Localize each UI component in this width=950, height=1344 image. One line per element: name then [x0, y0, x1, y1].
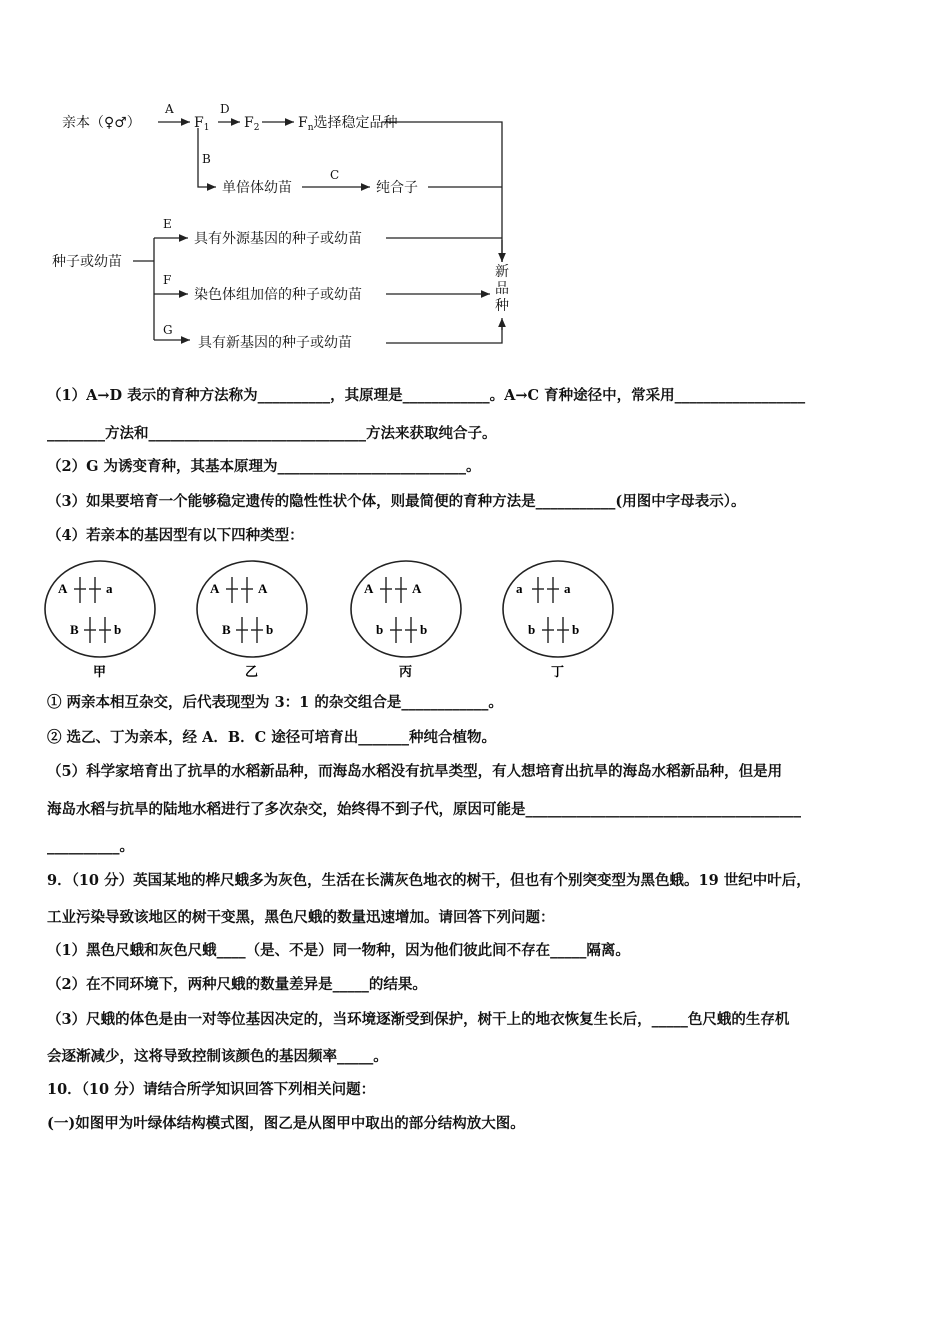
yi-top-left-allele: A [210, 581, 220, 596]
bing-bottom-left-allele: b [376, 622, 384, 637]
arrow-label-f: F [163, 273, 172, 287]
jia-top-left-allele: A [58, 581, 68, 596]
cell-ding [503, 561, 613, 657]
bing-top-right-allele: A [412, 581, 422, 596]
doubled-chromosome-label: 染色体组加倍的种子或幼苗 [194, 287, 362, 303]
q9-sub1: （1）黑色尺蛾和灰色尺蛾____（是、不是）同一物种，因为他们彼此间不存在_____隔离。 [47, 942, 630, 959]
jia-bottom-left-allele: B [70, 622, 79, 637]
ding-bottom-right-allele: b [572, 622, 580, 637]
ding-top-right-allele: a [564, 581, 571, 596]
jia-bottom-right-allele: b [114, 622, 122, 637]
parent-label: 亲本（♀♂） [62, 115, 141, 131]
arrow-label-e: E [163, 217, 172, 231]
cell-name-ding: 丁 [551, 665, 565, 680]
q10-line1: 10．（10 分）请结合所学知识回答下列相关问题： [47, 1081, 376, 1098]
yi-bottom-left-allele: B [222, 622, 231, 637]
q5-line1: （5）科学家培育出了抗旱的水稻新品种，而海岛水稻没有抗旱类型，有人想培育出抗旱的海岛水稻新品种，但是用 [47, 763, 783, 780]
cell-yi [197, 561, 307, 657]
yi-bottom-right-allele: b [266, 622, 274, 637]
pure-line-label: 纯合子 [376, 180, 418, 196]
q4-text: （4）若亲本的基因型有以下四种类型： [47, 527, 304, 544]
q5-line2: 海岛水稻与抗旱的陆地水稻进行了多次杂交，始终得不到子代，原因可能是______________________________________ [47, 801, 801, 818]
exogenous-gene-label: 具有外源基因的种子或幼苗 [194, 231, 362, 247]
genotype-cells [0, 556, 950, 696]
breeding-diagram [0, 0, 950, 360]
q2-text: （2）G 为诱变育种，其基本原理为__________________________。 [47, 458, 481, 475]
ding-top-left-allele: a [516, 581, 523, 596]
q10-line2: (一)如图甲为叶绿体结构模式图，图乙是从图甲中取出的部分结构放大图。 [47, 1115, 525, 1132]
q9-line1: 9．（10 分）英国某地的桦尺蛾多为灰色，生活在长满灰色地衣的树干，但也有个别突变型为黑色蛾。19 世纪中叶后， [47, 872, 811, 889]
seed-label: 种子或幼苗 [52, 254, 122, 270]
new-variety-char-2: 品 [495, 281, 509, 297]
haploid-label: 单倍体幼苗 [222, 180, 292, 196]
bing-bottom-right-allele: b [420, 622, 428, 637]
arrow-label-b: B [202, 152, 211, 166]
f1-label: $F_1$ [194, 115, 210, 133]
q1-line2: ________方法和______________________________方法来获取纯合子。 [47, 425, 497, 442]
arrow-label-c: C [330, 168, 340, 182]
arrow-label-d: D [220, 102, 230, 116]
bing-top-left-allele: A [364, 581, 374, 596]
q9-line2: 工业污染导致该地区的树干变黑，黑色尺蛾的数量迅速增加。请回答下列问题： [47, 909, 555, 926]
new-variety-char-3: 种 [495, 298, 509, 314]
q1-line1: （1）A→D 表示的育种方法称为__________，其原理是____________。A→C 育种途径中，常采用__________________ [47, 387, 806, 404]
cell-name-bing: 丙 [399, 665, 413, 680]
fn-label: $F_n$选择稳定品种 [298, 115, 398, 133]
q3-text: （3）如果要培育一个能够稳定遗传的隐性性状个体，则最简便的育种方法是___________(用图中字母表示）。 [47, 493, 746, 510]
q9-sub3-line2: 会逐渐减少，这将导致控制该颜色的基因频率_____。 [47, 1048, 388, 1065]
new-variety-char-1: 新 [495, 264, 509, 280]
cell-bing [351, 561, 461, 657]
arrow-label-a: A [165, 102, 174, 116]
cell-name-yi: 乙 [245, 665, 259, 680]
q5-line3: __________。 [47, 838, 134, 855]
cell-name-jia: 甲 [93, 665, 107, 680]
q9-sub3-line1: （3）尺蛾的体色是由一对等位基因决定的，当环境逐渐受到保护，树干上的地衣恢复生长后，_____色尺蛾的生存机 [47, 1011, 790, 1028]
ding-bottom-left-allele: b [528, 622, 536, 637]
new-gene-label: 具有新基因的种子或幼苗 [198, 335, 352, 351]
yi-top-right-allele: A [258, 581, 268, 596]
f2-label: $F_2$ [244, 115, 260, 133]
cell-jia [45, 561, 155, 657]
arrow-label-g: G [163, 323, 173, 337]
q9-sub2: （2）在不同环境下，两种尺蛾的数量差异是_____的结果。 [47, 976, 427, 993]
q4-sub2: ② 选乙、丁为亲本，经 A．B．C 途径可培育出_______种纯合植物。 [47, 729, 496, 746]
q4-sub1: ① 两亲本相互杂交，后代表现型为 3：1 的杂交组合是____________。 [47, 694, 503, 711]
jia-top-right-allele: a [106, 581, 113, 596]
